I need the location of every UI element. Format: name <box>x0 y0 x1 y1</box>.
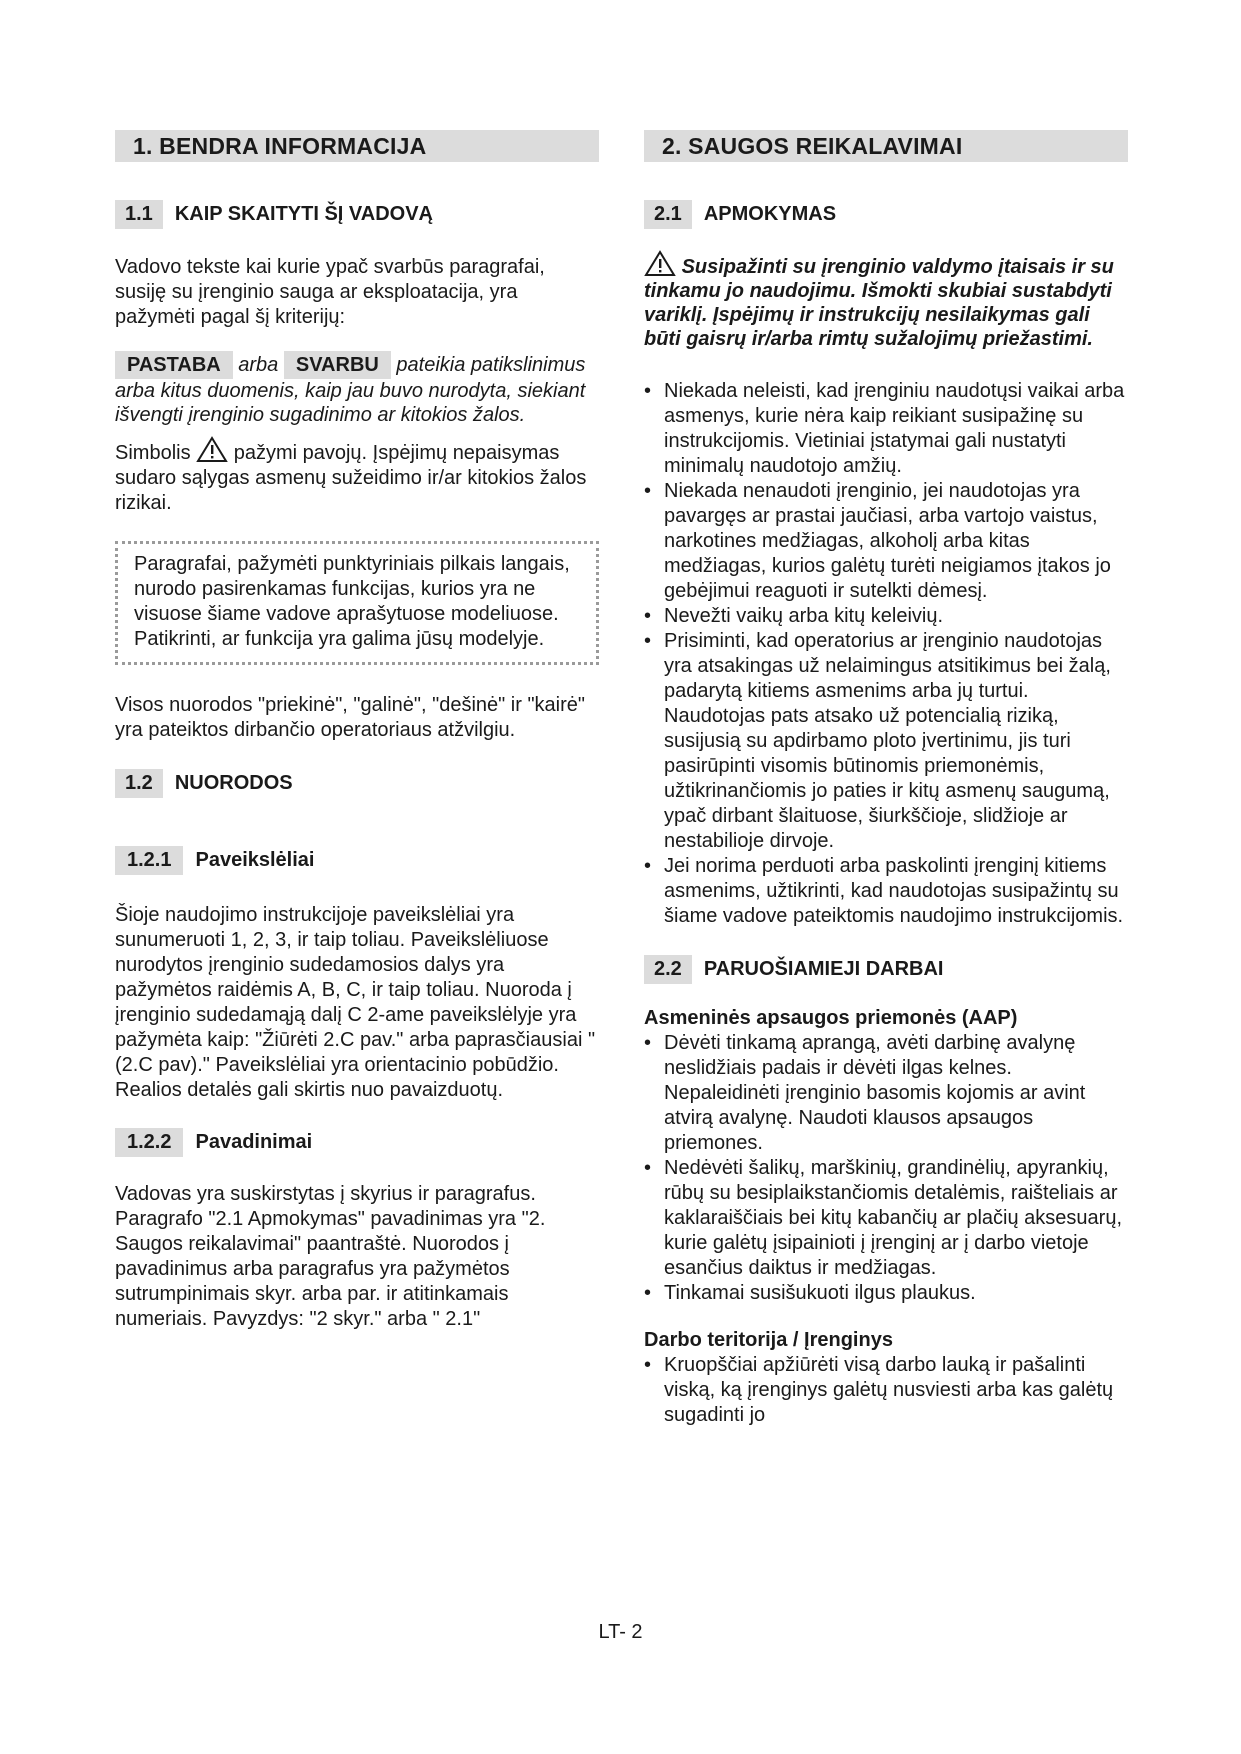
titles-paragraph: Vadovas yra suskirstytas į skyrius ir paragrafus. Paragrafo "2.1 Apmokymas" pavadinimas yra "2. Saugos reikalavimai" paantraštė. Nuorodos į pavadinimus arba paragrafus yra pažymėtos sutrumpinimais skyr. arba par. ir atitinkamais numeriais. Pavyzdys: "2 skyr." arba " 2.1" <box>115 1183 546 1330</box>
note-paragraph <box>115 351 599 427</box>
work-area-list <box>644 1353 1128 1428</box>
page-number: LT- 2 <box>598 1621 643 1643</box>
warning-paragraph <box>644 250 1128 351</box>
symbol-pre: Simbolis <box>115 442 191 464</box>
directions-paragraph: Visos nuorodos "priekinė", "galinė", "dešinė" ir "kairė" yra pateiktos dirbančio operatoriaus atžvilgiu. <box>115 694 585 741</box>
section-number: 1.2 <box>115 769 163 798</box>
list-item: • Nedėvėti šalikų, marškinių, grandinėlių, apyrankių, rūbų su besiplaikstančiomis detalėmis, raišteliais ar kaklaraiščiais bei kitų kabančių ar plačių aksesuarų, kurie galėtų įsipainioti į įrenginį ar į darbo vietoje esančius daiktus ir medžiagas. <box>644 1157 1123 1279</box>
section-1-2-1-heading <box>115 846 599 875</box>
section-title: KAIP SKAITYTI ŠĮ VADOVĄ <box>174 203 433 225</box>
section-1-1-heading <box>115 200 599 229</box>
note-tag: PASTABA <box>115 351 233 379</box>
section-title: NUORODOS <box>174 772 293 794</box>
list-item: • Nevežti vaikų arba kitų keleivių. <box>644 605 944 627</box>
ppe-subheading: Asmeninės apsaugos priemonės (AAP) <box>644 1007 1018 1029</box>
symbol-post: pažymi pavojų. Įspėjimų nepaisymas sudaro sąlygas asmenų sužeidimo ir/ar kitokios žalos rizikai. <box>115 442 587 514</box>
figures-paragraph: Šioje naudojimo instrukcijoje paveikslėliai yra sunumeruoti 1, 2, 3, ir taip toliau. Paveikslėliuose nurodytos įrenginio sudedamosios dalys yra pažymėtos raidėmis A, B, C, ir taip toliau. Nuoroda į įrenginio sudedamąją dalį C 2-ame paveikslėlyje yra pažymėta kaip: "Žiūrėti 2.C pav." arba paprasčiausiai "(2.C pav)." Paveikslėliai yra orientacinio pobūdžio. Realios detalės gali skirtis nuo pavaizduotų. <box>115 904 596 1101</box>
section-2-2-heading <box>644 955 1128 984</box>
word-or: arba <box>238 354 279 376</box>
section-number: 1.2.2 <box>115 1128 183 1157</box>
section-number: 2.1 <box>644 200 692 229</box>
section-number: 2.2 <box>644 955 692 984</box>
list-item: • Tinkamai susišukuoti ilgus plaukus. <box>644 1282 976 1304</box>
list-item: • Niekada neleisti, kad įrenginiu naudotųsi vaikai arba asmenys, kurie nėra kaip reikiant susipažinę su instrukcijomis. Vietiniai įstatymai gali nustatyti minimalų naudotojo amžių. <box>644 380 1125 477</box>
section-title: Paveikslėliai <box>195 849 315 871</box>
list-item: • Jei norima perduoti arba paskolinti įrenginį kitiems asmenims, užtikrinti, kad naudotojas susipažintų su šiame vadove pateiktomis naudojimo instrukcijomis. <box>644 855 1124 927</box>
note-text: pateikia patikslinimus arba kitus duomenis, kaip jau buvo nurodyta, siekiant išvengti įrenginio sugadinimo ar kitokios žalos. <box>115 354 586 426</box>
work-area-subheading: Darbo teritorija / Įrenginys <box>644 1329 893 1351</box>
section-1-2-heading <box>115 769 599 798</box>
section-2-heading: 2. SAUGOS REIKALAVIMAI <box>644 130 1128 162</box>
optional-feature-box <box>115 541 599 665</box>
intro-paragraph: Vadovo tekste kai kurie ypač svarbūs paragrafai, susiję su įrenginio sauga ar eksploatacija, yra pažymėti pagal šį kriterijų: <box>115 256 545 328</box>
training-list <box>644 379 1128 929</box>
list-item: • Prisiminti, kad operatorius ar įrenginio naudotojas yra atsakingas už nelaimingus atsitikimus bei žalą, padarytą kitiems asmenims arba jų turtui. Naudotojas pats atsako už potencialią riziką, susijusią su apdirbamo ploto įvertinimu, jis turi pasirūpinti visomis būtinomis priemonėmis, užtikrinančiomis jo paties ir kitų asmenų saugumą, ypač dirbant šlaituose, šiurkščioje, slidžioje ar nestabilioje dirvoje. <box>644 630 1111 852</box>
left-column <box>115 130 599 1332</box>
warning-text: Susipažinti su įrenginio valdymo įtaisais ir su tinkamu jo naudojimu. Išmokti skubiai sustabdyti variklį. Įspėjimų ir instrukcijų nesilaikymas gali būti gaisrų ir/arba rimtų sužalojimų priežastimi. <box>644 256 1114 350</box>
optional-feature-text: Paragrafai, pažymėti punktyriniais pilkais langais, nurodo pasirenkamas funkcijas, kurios yra ne visuose šiame vadove aprašytuose modeliuose. Patikrinti, ar funkcija yra galima jūsų modelyje. <box>134 553 570 650</box>
section-title: APMOKYMAS <box>703 203 837 225</box>
section-2-1-heading <box>644 200 1128 229</box>
warning-triangle-icon <box>196 436 228 463</box>
symbol-paragraph <box>115 436 599 516</box>
section-number: 1.2.1 <box>115 846 183 875</box>
ppe-list <box>644 1031 1128 1306</box>
section-number: 1.1 <box>115 200 163 229</box>
section-1-2-2-heading <box>115 1128 599 1157</box>
list-item: • Dėvėti tinkamą aprangą, avėti darbinę avalynę neslidžiais padais ir dėvėti ilgas kelnes. Nepaleidinėti įrenginio basomis kojomis ar avint atvirą avalynę. Naudoti klausos apsaugos priemones. <box>644 1032 1086 1154</box>
warning-triangle-icon <box>644 250 676 277</box>
section-1-heading: 1. BENDRA INFORMACIJA <box>115 130 599 162</box>
right-column <box>644 130 1128 1428</box>
section-title: Pavadinimai <box>195 1131 313 1153</box>
section-title: PARUOŠIAMIEJI DARBAI <box>703 958 944 980</box>
important-tag: SVARBU <box>284 351 391 379</box>
list-item: • Kruopščiai apžiūrėti visą darbo lauką ir pašalinti viską, ką įrenginys galėtų nusviesti arba kas galėtų sugadinti jo <box>644 1354 1114 1426</box>
list-item: • Niekada nenaudoti įrenginio, jei naudotojas yra pavargęs ar prastai jaučiasi, arba vartojo vaistus, narkotines medžiagas, alkoholį arba kitas medžiagas, kurios galėtų turėti neigiamos įtakos jo gebėjimui reaguoti ir sutelkti dėmesį. <box>644 480 1111 602</box>
